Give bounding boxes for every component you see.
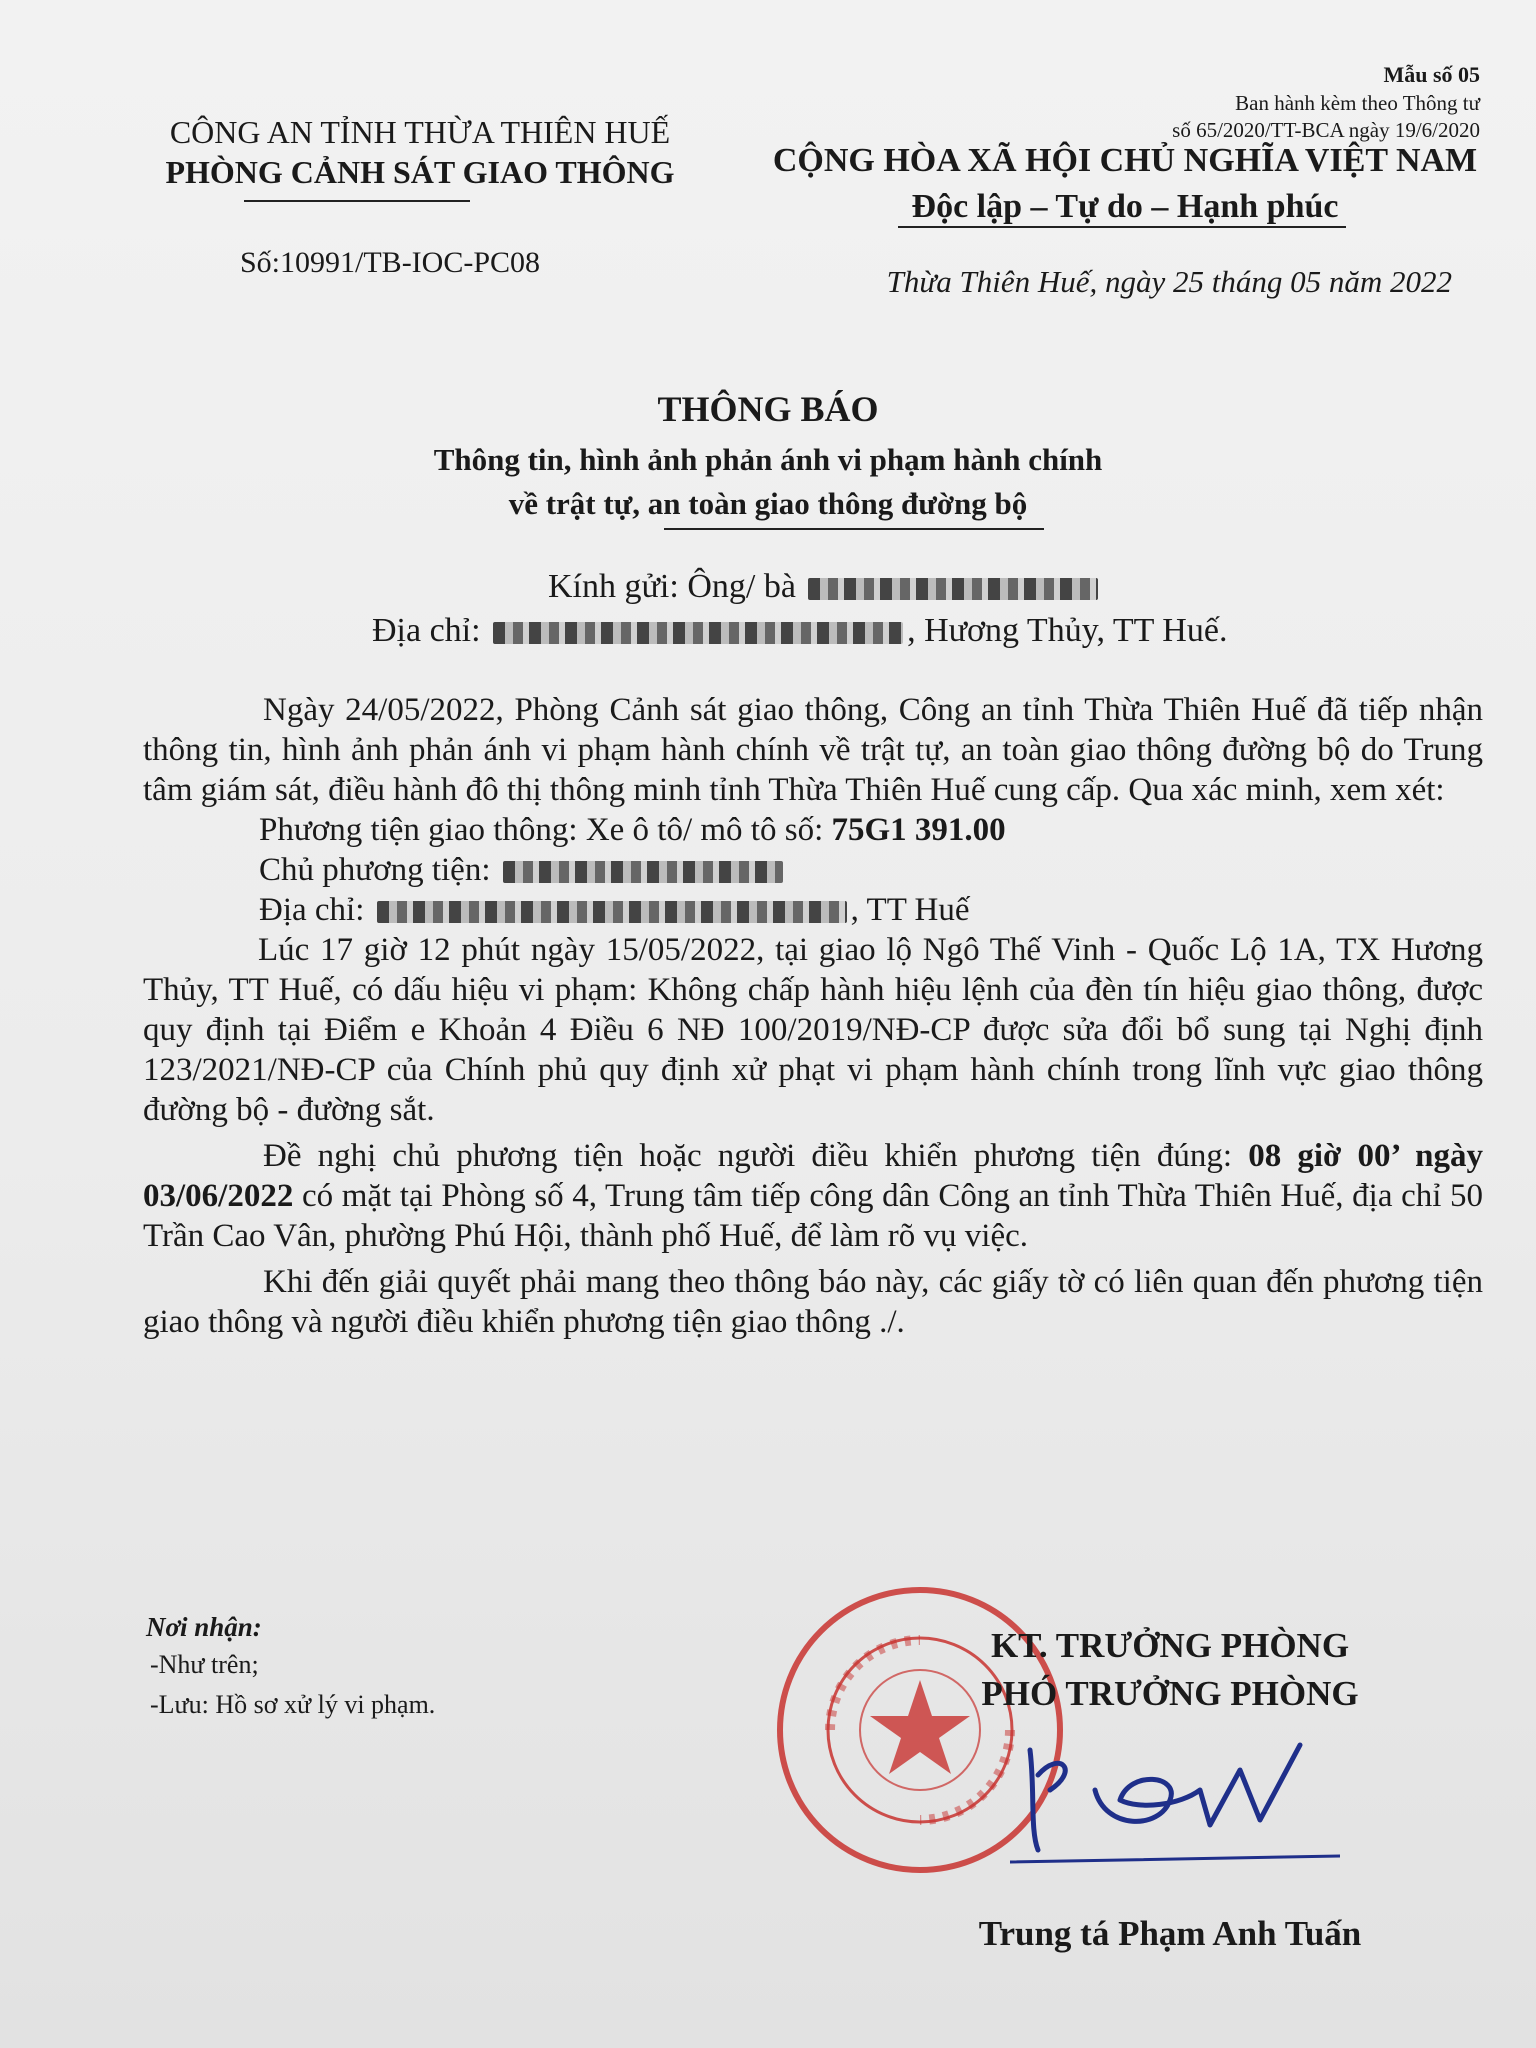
redacted-owner	[503, 861, 783, 883]
signer-name: Trung tá Phạm Anh Tuấn	[978, 1914, 1362, 1953]
address-label: Địa chỉ:	[372, 612, 481, 649]
signing-title: PHÓ TRƯỞNG PHÒNG	[981, 1674, 1359, 1713]
subtitle-line2: về trật tự, an toàn giao thông đường bộ	[508, 486, 1028, 521]
form-number: Mẫu số 05	[1383, 62, 1480, 87]
owner-label: Chủ phương tiện:	[259, 852, 491, 888]
dateline: Thừa Thiên Huế, ngày 25 tháng 05 năm 2022	[886, 264, 1452, 299]
owner-address-label: Địa chỉ:	[259, 892, 365, 928]
recipient-address	[372, 612, 1227, 650]
document-title: THÔNG BÁO	[657, 389, 879, 429]
agency-divider	[244, 200, 470, 202]
recipient-salutation	[548, 564, 1102, 610]
recipients-item-1: -Như trên;	[150, 1650, 259, 1679]
form-reference-line2: số 65/2020/TT-BCA ngày 19/6/2020	[1172, 118, 1480, 142]
document-body	[143, 690, 1483, 1342]
agency-header	[120, 112, 720, 192]
vehicle-line	[143, 810, 1483, 850]
redacted-address	[493, 622, 903, 644]
salutation-text: Kính gửi: Ông/ bà	[548, 568, 796, 605]
license-plate: 75G1 391.00	[831, 812, 1006, 848]
summons-post: có mặt tại Phòng số 4, Trung tâm tiếp công dân Công an tỉnh Thừa Thiên Huế, địa chỉ 50 Trần Cao Vân, phường Phú Hội, thành phố Huế, để làm rõ vụ việc.	[143, 1178, 1483, 1254]
paragraph-summons	[143, 1136, 1483, 1256]
title-divider	[664, 528, 1044, 530]
summons-time: 08 giờ 00’ ngày 03/06/2022	[143, 1138, 1483, 1214]
agency-parent: CÔNG AN TỈNH THỪA THIÊN HUẾ	[169, 114, 671, 150]
motto-divider	[898, 226, 1346, 228]
recipients-item-2: -Lưu: Hồ sơ xử lý vi phạm.	[150, 1690, 436, 1719]
signature	[1010, 1730, 1340, 1880]
owner-address-tail: , TT Huế	[850, 892, 970, 928]
address-tail: , Hương Thủy, TT Huế.	[907, 612, 1228, 649]
redacted-owner-address	[377, 901, 847, 923]
owner-line	[143, 850, 1483, 890]
form-reference	[1060, 90, 1480, 144]
subtitle-line1: Thông tin, hình ảnh phản ánh vi phạm hành chính	[433, 442, 1103, 477]
signing-authority: KT. TRƯỞNG PHÒNG	[990, 1626, 1350, 1665]
nation-name: CỘNG HÒA XÃ HỘI CHỦ NGHĨA VIỆT NAM	[772, 142, 1478, 179]
redacted-name	[808, 578, 1098, 600]
document-number: Số:10991/TB-IOC-PC08	[240, 246, 541, 279]
form-reference-line1: Ban hành kèm theo Thông tư	[1235, 91, 1480, 115]
agency-department: PHÒNG CẢNH SÁT GIAO THÔNG	[165, 154, 675, 190]
recipients-title: Nơi nhận:	[146, 1612, 262, 1642]
national-header	[740, 138, 1510, 230]
summons-pre: Đề nghị chủ phương tiện hoặc người điều khiển phương tiện đúng:	[263, 1138, 1249, 1174]
document-subtitle	[0, 438, 1536, 526]
paragraph-intake: Ngày 24/05/2022, Phòng Cảnh sát giao thông, Công an tỉnh Thừa Thiên Huế đã tiếp nhận thông tin, hình ảnh phản ánh vi phạm hành chính về trật tự, an toàn giao thông đường bộ do Trung tâm giám sát, điều hành đô thị thông minh tỉnh Thừa Thiên Huế cung cấp. Qua xác minh, xem xét:	[143, 692, 1483, 808]
owner-address-line	[143, 890, 1483, 930]
paragraph-documents: Khi đến giải quyết phải mang theo thông báo này, các giấy tờ có liên quan đến phương tiện giao thông và người điều khiển phương tiện giao thông ./.	[143, 1264, 1483, 1340]
vehicle-label: Phương tiện giao thông: Xe ô tô/ mô tô số:	[259, 812, 832, 848]
paragraph-violation: Lúc 17 giờ 12 phút ngày 15/05/2022, tại giao lộ Ngô Thế Vinh - Quốc Lộ 1A, TX Hương Thủy, TT Huế, có dấu hiệu vi phạm: Không chấp hành hiệu lệnh của đèn tín hiệu giao thông, được quy định tại Điểm e Khoản 4 Điều 6 NĐ 100/2019/NĐ-CP được sửa đổi bổ sung tại Nghị định 123/2021/NĐ-CP của Chính phủ quy định xử phạt vi phạm hành chính trong lĩnh vực giao thông đường bộ - đường sắt.	[143, 932, 1483, 1128]
nation-motto: Độc lập – Tự do – Hạnh phúc	[911, 188, 1339, 225]
